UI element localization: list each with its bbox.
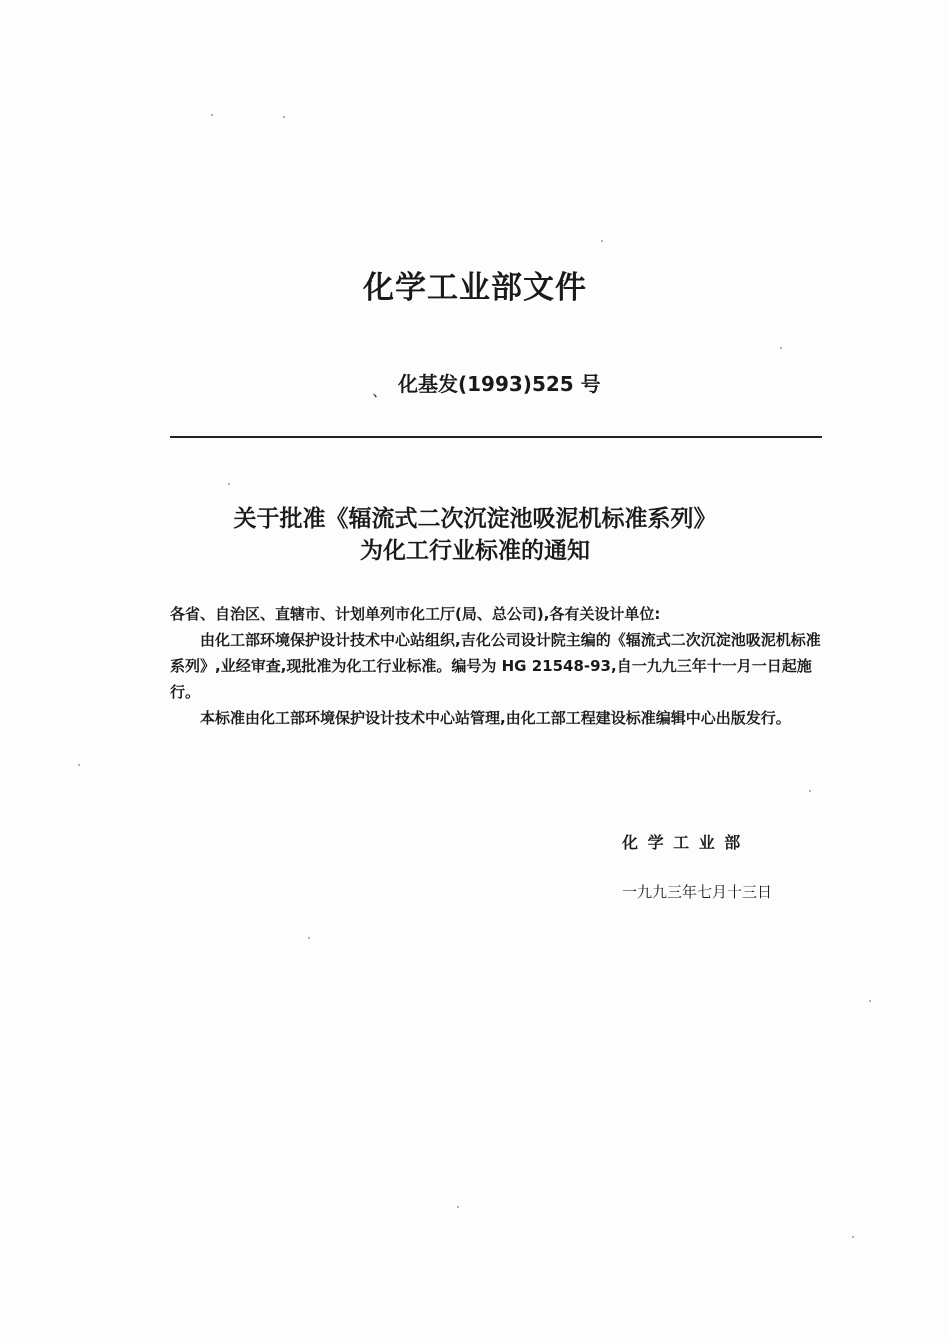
scan-speck (211, 114, 213, 116)
document-mark: 、 (372, 381, 389, 400)
issue-date: 一九九三年七月十三日 (622, 883, 773, 901)
scan-speck (780, 347, 782, 349)
scan-speck (457, 1206, 459, 1208)
body-paragraph-2: 本标准由化工部环境保护设计技术中心站管理,由化工部工程建设标准编辑中心出版发行。 (200, 709, 791, 727)
scan-speck (228, 483, 230, 485)
scan-speck (601, 240, 603, 242)
scan-speck (283, 116, 285, 118)
document-number: 化基发(1993)525 号 (398, 372, 601, 396)
body-paragraph-1: 由化工部环境保护设计技术中心站组织,吉化公司设计院主编的《辐流式二次沉淀池吸泥机标准系列》,业经审查,现批准为化工行业标准。编号为 HG 21548-93,自一九九三年十一月一日起施行。 (170, 631, 821, 701)
header-divider (170, 436, 822, 438)
document-title: 化学工业部文件 (363, 270, 587, 306)
notice-title-line2: 为化工行业标准的通知 (360, 538, 590, 564)
scan-speck (869, 1000, 871, 1002)
scan-speck (852, 1236, 854, 1238)
signer: 化 学 工 业 部 (622, 833, 743, 852)
scan-speck (308, 937, 310, 939)
notice-body (170, 601, 825, 731)
notice-title (0, 503, 950, 567)
notice-title-line1: 关于批准《辐流式二次沉淀池吸泥机标准系列》 (233, 506, 717, 532)
addressee: 各省、自治区、直辖市、计划单列市化工厅(局、总公司),各有关设计单位: (170, 605, 661, 623)
scan-speck (809, 790, 811, 792)
scan-speck (78, 764, 80, 766)
